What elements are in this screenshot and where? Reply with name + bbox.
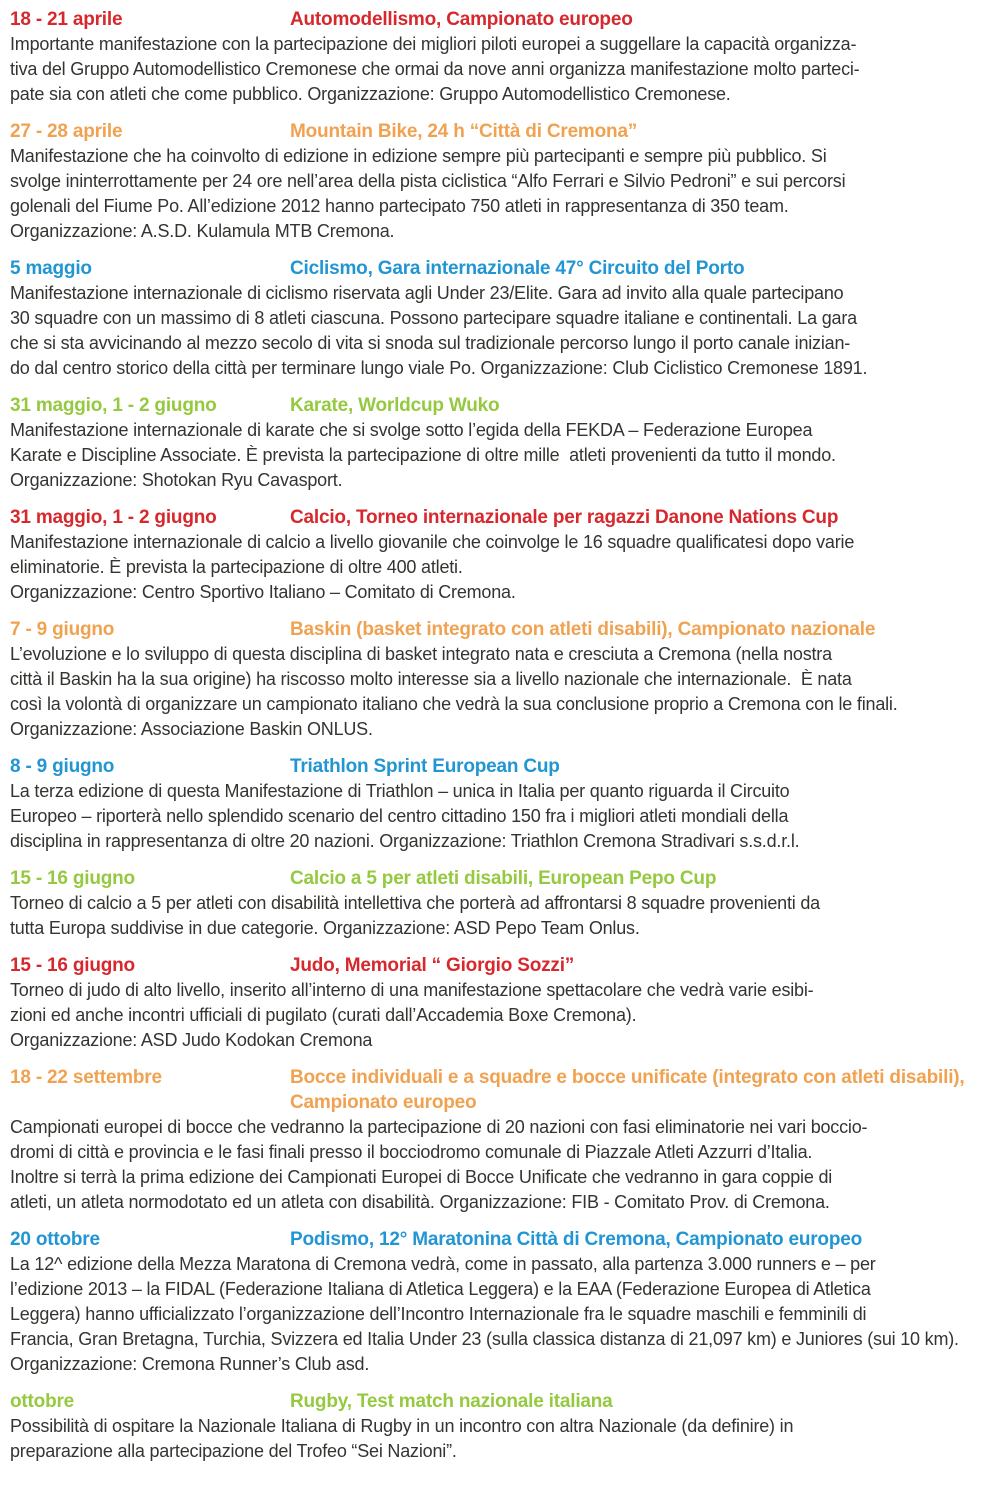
event-entry — [10, 7, 990, 107]
event-description — [10, 779, 990, 854]
event-description — [10, 32, 990, 107]
event-date: 15 - 16 giugno — [10, 868, 135, 889]
event-header — [10, 953, 990, 978]
events-list — [10, 7, 990, 1464]
event-description-line: l’edizione 2013 – la FIDAL (Federazione Italiana di Atletica Leggera) e la EAA (Federazione Europea di Atletica — [10, 1279, 871, 1299]
event-description-line: preparazione alla partecipazione del Trofeo “Sei Nazioni”. — [10, 1441, 457, 1461]
event-title: Ciclismo, Gara internazionale 47° Circuito del Porto — [290, 258, 745, 279]
event-date: 18 - 21 aprile — [10, 9, 123, 30]
event-entry — [10, 754, 990, 854]
event-header — [10, 7, 990, 32]
event-description-line: così la volontà di organizzare un campionato italiano che vedrà la sua conclusione proprio a Cremona con le finali. — [10, 694, 898, 714]
event-header — [10, 256, 990, 281]
event-date: 27 - 28 aprile — [10, 121, 123, 142]
event-title: Calcio, Torneo internazionale per ragazzi Danone Nations Cup — [290, 507, 839, 528]
event-description-line: zioni ed anche incontri ufficiali di pugilato (curati dall’Accademia Boxe Cremona). — [10, 1005, 637, 1025]
event-description-line: Manifestazione che ha coinvolto di edizione in edizione sempre più partecipanti e sempre più pubblico. Si — [10, 146, 827, 166]
event-description-line: Inoltre si terrà la prima edizione dei Campionati Europei di Bocce Unificate che vedranno in gara coppie di — [10, 1167, 833, 1187]
event-entry — [10, 505, 990, 605]
event-title: Rugby, Test match nazionale italiana — [290, 1391, 613, 1412]
event-description-line: Organizzazione: Cremona Runner’s Club asd. — [10, 1354, 370, 1374]
event-entry — [10, 866, 990, 941]
event-description-line: do dal centro storico della città per terminare lungo viale Po. Organizzazione: Club Ciclistico Cremonese 1891. — [10, 358, 868, 378]
event-header — [10, 119, 990, 144]
event-header — [10, 393, 990, 418]
event-date: 18 - 22 settembre — [10, 1067, 162, 1088]
event-description — [10, 1252, 990, 1377]
event-title: Bocce individuali e a squadre e bocce unificate (integrato con atleti disabili), Campionato europeo — [290, 1067, 965, 1113]
event-description-line: tiva del Gruppo Automodellistico Cremonese che ormai da nove anni organizza manifestazione molto parteci- — [10, 59, 860, 79]
event-description-line: eliminatorie. È prevista la partecipazione di oltre 400 atleti. — [10, 557, 463, 577]
event-description-line: atleti, un atleta normodotato ed un atleta con disabilità. Organizzazione: FIB - Comitato Prov. di Cremona. — [10, 1192, 830, 1212]
event-date: 20 ottobre — [10, 1229, 100, 1250]
event-entry — [10, 119, 990, 244]
event-date: 7 - 9 giugno — [10, 619, 115, 640]
event-header — [10, 1227, 990, 1252]
event-description — [10, 418, 990, 493]
event-description — [10, 891, 990, 941]
event-description — [10, 530, 990, 605]
event-header — [10, 1065, 990, 1115]
event-entry — [10, 1227, 990, 1377]
event-description-line: La terza edizione di questa Manifestazione di Triathlon – unica in Italia per quanto riguarda il Circuito — [10, 781, 790, 801]
event-description-line: Possibilità di ospitare la Nazionale Italiana di Rugby in un incontro con altra Nazionale (da definire) in — [10, 1416, 794, 1436]
event-header — [10, 754, 990, 779]
event-description-line: La 12^ edizione della Mezza Maratona di Cremona vedrà, come in passato, alla partenza 3.000 runners e – per — [10, 1254, 876, 1274]
event-entry — [10, 1389, 990, 1464]
event-title: Automodellismo, Campionato europeo — [290, 9, 633, 30]
event-description-line: disciplina in rappresentanza di oltre 20 nazioni. Organizzazione: Triathlon Cremona Stradivari s.s.d.r.l. — [10, 831, 800, 851]
event-date: 15 - 16 giugno — [10, 955, 135, 976]
event-description-line: Karate e Discipline Associate. È prevista la partecipazione di oltre mille atleti provenienti da tutto il mondo. — [10, 445, 836, 465]
event-description-line: Europeo – riporterà nello splendido scenario del centro cittadino 150 fra i migliori atleti mondiali della — [10, 806, 789, 826]
event-description-line: che si sta avvicinando al mezzo secolo di vita si snoda sul tradizionale percorso lungo il porto canale inizian- — [10, 333, 851, 353]
event-description-line: Organizzazione: Centro Sportivo Italiano – Comitato di Cremona. — [10, 582, 516, 602]
event-description-line: Manifestazione internazionale di ciclismo riservata agli Under 23/Elite. Gara ad invito alla quale partecipano — [10, 283, 844, 303]
event-header — [10, 1389, 990, 1414]
event-description-line: L’evoluzione e lo sviluppo di questa disciplina di basket integrato nata e cresciuta a Cremona (nella nostra — [10, 644, 832, 664]
event-description-line: Organizzazione: Shotokan Ryu Cavasport. — [10, 470, 343, 490]
event-description-line: dromi di città e provincia e le fasi finali presso il bocciodromo comunale di Piazzale Atleti Azzurri d’Italia. — [10, 1142, 813, 1162]
event-description-line: Organizzazione: Associazione Baskin ONLUS. — [10, 719, 373, 739]
event-entry — [10, 617, 990, 742]
event-description — [10, 1115, 990, 1215]
event-description-line: pate sia con atleti che come pubblico. Organizzazione: Gruppo Automodellistico Cremonese. — [10, 84, 731, 104]
event-description — [10, 1414, 990, 1464]
event-title: Podismo, 12° Maratonina Città di Cremona, Campionato europeo — [290, 1229, 863, 1250]
event-description-line: Torneo di judo di alto livello, inserito all’interno di una manifestazione spettacolare che vedrà varie esibi- — [10, 980, 814, 1000]
event-description — [10, 642, 990, 742]
event-description-line: Campionati europei di bocce che vedranno la partecipazione di 20 nazioni con fasi eliminatorie nei vari boccio- — [10, 1117, 868, 1137]
event-description-line: svolge ininterrottamente per 24 ore nell’area della pista ciclistica “Alfo Ferrari e Silvio Pedroni” e sui percorsi — [10, 171, 846, 191]
event-entry — [10, 1065, 990, 1215]
event-date: 31 maggio, 1 - 2 giugno — [10, 507, 217, 528]
event-header — [10, 866, 990, 891]
event-title: Calcio a 5 per atleti disabili, European Pepo Cup — [290, 868, 717, 889]
event-description-line: Leggera) hanno ufficializzato l’organizzazione dell’Incontro Internazionale fra le squadre maschili e femminili di — [10, 1304, 867, 1324]
event-description — [10, 144, 990, 244]
event-description-line: Manifestazione internazionale di calcio a livello giovanile che coinvolge le 16 squadre qualificatesi dopo varie — [10, 532, 855, 552]
event-date: 5 maggio — [10, 258, 92, 279]
event-description-line: Organizzazione: ASD Judo Kodokan Cremona — [10, 1030, 373, 1050]
event-title: Judo, Memorial “ Giorgio Sozzi” — [290, 955, 575, 976]
event-title: Baskin (basket integrato con atleti disabili), Campionato nazionale — [290, 619, 876, 640]
event-header — [10, 617, 990, 642]
event-entry — [10, 953, 990, 1053]
event-description-line: Torneo di calcio a 5 per atleti con disabilità intellettiva che porterà ad affrontarsi 8 squadre provenienti da — [10, 893, 820, 913]
event-description-line: tutta Europa suddivise in due categorie. Organizzazione: ASD Pepo Team Onlus. — [10, 918, 640, 938]
event-title: Mountain Bike, 24 h “Città di Cremona” — [290, 121, 638, 142]
event-entry — [10, 393, 990, 493]
event-date: 31 maggio, 1 - 2 giugno — [10, 395, 217, 416]
event-entry — [10, 256, 990, 381]
event-description — [10, 281, 990, 381]
event-header — [10, 505, 990, 530]
event-title: Karate, Worldcup Wuko — [290, 395, 500, 416]
event-description-line: Importante manifestazione con la partecipazione dei migliori piloti europei a suggellare la capacità organizza- — [10, 34, 857, 54]
event-description-line: 30 squadre con un massimo di 8 atleti ciascuna. Possono partecipare squadre italiane e continentali. La gara — [10, 308, 857, 328]
event-title: Triathlon Sprint European Cup — [290, 756, 560, 777]
event-description-line: città il Baskin ha la sua origine) ha riscosso molto interesse sia a livello nazionale che internazionale. È nata — [10, 669, 852, 689]
event-description-line: Francia, Gran Bretagna, Turchia, Svizzera ed Italia Under 23 (sulla classica distanza di 21,097 km) e Juniores (sui 10 km). — [10, 1329, 959, 1349]
event-description-line: Manifestazione internazionale di karate che si svolge sotto l’egida della FEKDA – Federazione Europea — [10, 420, 813, 440]
event-description-line: Organizzazione: A.S.D. Kulamula MTB Cremona. — [10, 221, 395, 241]
event-date: ottobre — [10, 1391, 75, 1412]
event-description-line: golenali del Fiume Po. All’edizione 2012 hanno partecipato 750 atleti in rappresentanza di 350 team. — [10, 196, 789, 216]
event-description — [10, 978, 990, 1053]
event-date: 8 - 9 giugno — [10, 756, 115, 777]
